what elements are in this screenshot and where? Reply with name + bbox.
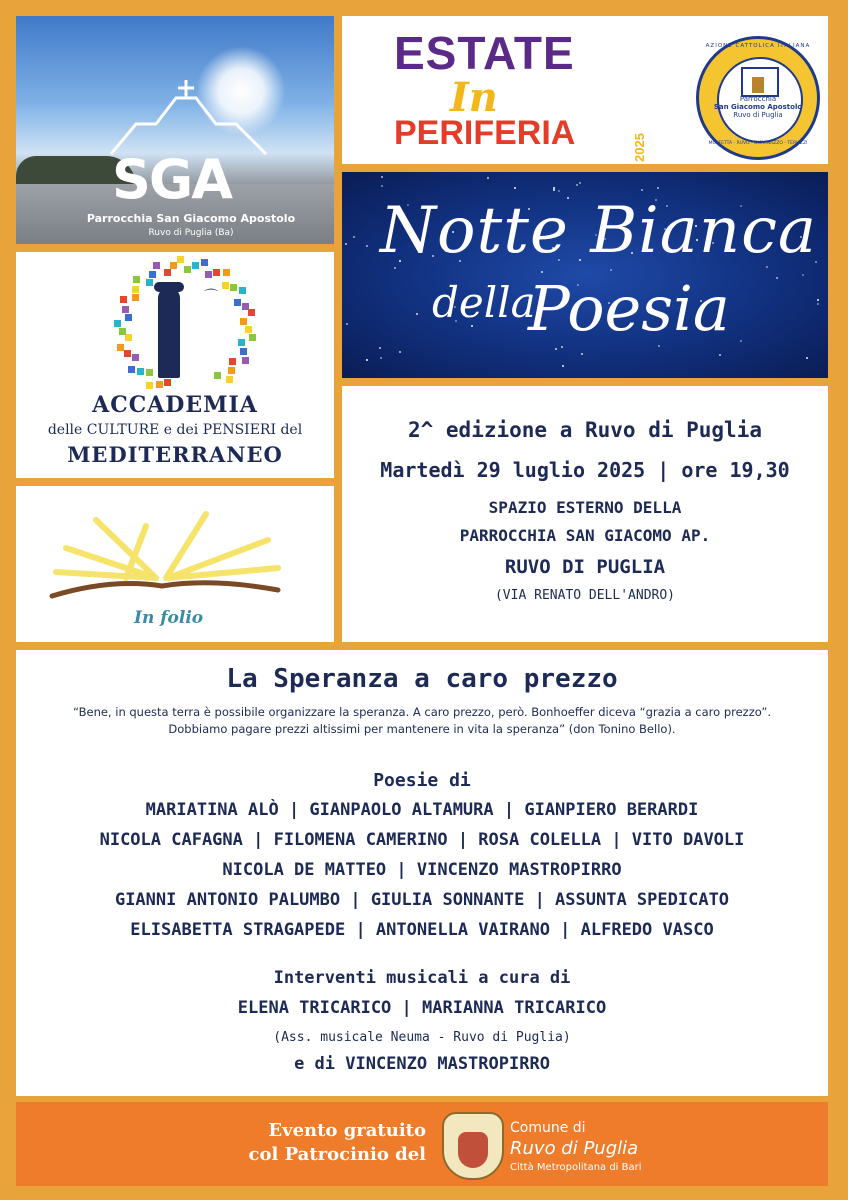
in-word: In bbox=[450, 74, 498, 121]
star bbox=[381, 176, 383, 178]
sga-parish-name: Parrocchia San Giacomo Apostolo bbox=[86, 212, 296, 225]
event-details-panel bbox=[342, 386, 828, 642]
mosaic-tile bbox=[156, 381, 163, 388]
star bbox=[658, 345, 660, 347]
aci-line1: Parrocchia bbox=[739, 95, 777, 103]
infolio-label: In folio bbox=[134, 608, 204, 628]
mosaic-tile bbox=[146, 369, 153, 376]
star bbox=[740, 340, 742, 342]
star bbox=[802, 274, 804, 276]
year-label: 2025 bbox=[632, 133, 647, 162]
comune-name: Ruvo di Puglia bbox=[510, 1138, 639, 1159]
mosaic-tile bbox=[125, 334, 132, 341]
poets-line: MARIATINA ALÒ | GIANPAOLO ALTAMURA | GIANPIERO BERARDI bbox=[145, 800, 699, 820]
mosaic-tile bbox=[114, 320, 121, 327]
mosaic-tile bbox=[153, 262, 160, 269]
star bbox=[579, 182, 581, 184]
venue-line2: PARROCCHIA SAN GIACOMO AP. bbox=[459, 526, 711, 545]
date-line: Martedì 29 luglio 2025 | ore 19,30 bbox=[380, 458, 790, 482]
mosaic-tile bbox=[146, 382, 153, 389]
mosaic-tile bbox=[229, 358, 236, 365]
footer-patronage: col Patrocinio del bbox=[248, 1144, 426, 1165]
mosaic-tile bbox=[222, 282, 229, 289]
mosaic-tile bbox=[119, 328, 126, 335]
star bbox=[381, 185, 383, 187]
star bbox=[366, 359, 368, 361]
mosaic-tile bbox=[122, 306, 129, 313]
mosaic-tile bbox=[149, 271, 156, 278]
mosaic-tile bbox=[120, 296, 127, 303]
program-title: La Speranza a caro prezzo bbox=[226, 664, 618, 694]
periferia-word: PERIFERIA bbox=[394, 114, 576, 152]
sga-parish-city: Ruvo di Puglia (Ba) bbox=[148, 228, 234, 238]
mosaic-tile bbox=[132, 286, 139, 293]
mosaic-tile bbox=[128, 366, 135, 373]
mosaic-tile bbox=[146, 279, 153, 286]
star bbox=[817, 299, 819, 301]
star bbox=[399, 351, 401, 353]
mosaic-tile bbox=[170, 262, 177, 269]
star bbox=[380, 357, 382, 359]
church-door bbox=[752, 77, 764, 93]
music-names: ELENA TRICARICO | MARIANNA TRICARICO bbox=[237, 998, 607, 1018]
mosaic-tile bbox=[125, 314, 132, 321]
mosaic-tile bbox=[214, 372, 221, 379]
banner-line2: della bbox=[432, 278, 536, 327]
notte-bianca-banner bbox=[342, 172, 828, 378]
mosaic-tile bbox=[132, 354, 139, 361]
accademia-panel bbox=[16, 252, 334, 478]
star bbox=[353, 236, 355, 238]
mosaic-tile bbox=[234, 299, 241, 306]
mosaic-tile bbox=[201, 259, 208, 266]
poets-line: GIANNI ANTONIO PALUMBO | GIULIA SONNANTE | ASSUNTA SPEDICATO bbox=[114, 890, 730, 910]
mosaic-tile bbox=[226, 376, 233, 383]
church-silhouette-icon bbox=[106, 76, 276, 156]
star bbox=[366, 245, 368, 247]
bird-icon: ⌒ bbox=[204, 289, 218, 305]
music-extra: e di VINCENZO MASTROPIRRO bbox=[294, 1054, 550, 1074]
star bbox=[719, 354, 721, 356]
mosaic-tile bbox=[240, 318, 247, 325]
mosaic-tile bbox=[133, 276, 140, 283]
music-heading: Interventi musicali a cura di bbox=[273, 968, 571, 988]
footer-free-event: Evento gratuito bbox=[268, 1120, 426, 1141]
aci-ring-bottom: MOLFETTA - RUVO - GIOVINAZZO - TERLIZZI bbox=[708, 141, 808, 146]
aci-logo bbox=[696, 36, 820, 160]
coat-of-arms-icon bbox=[442, 1112, 504, 1180]
poets-line: NICOLA CAFAGNA | FILOMENA CAMERINO | ROSA COLELLA | VITO DAVOLI bbox=[99, 830, 745, 850]
mosaic-tile bbox=[164, 379, 171, 386]
mosaic-tile bbox=[132, 294, 139, 301]
program-panel bbox=[16, 650, 828, 1096]
mosaic-tile bbox=[249, 334, 256, 341]
mosaic-tile bbox=[184, 266, 191, 273]
mosaic-tile bbox=[230, 284, 237, 291]
mosaic-tile bbox=[245, 326, 252, 333]
banner-line3: Poesia bbox=[528, 272, 730, 345]
coat-of-arms-vase bbox=[458, 1132, 488, 1168]
aci-line3: Ruvo di Puglia bbox=[733, 111, 783, 119]
edition-line: 2^ edizione a Ruvo di Puglia bbox=[407, 418, 762, 442]
star bbox=[345, 243, 347, 245]
poets-line: NICOLA DE MATTEO | VINCENZO MASTROPIRRO bbox=[222, 860, 622, 880]
mosaic-tile bbox=[223, 269, 230, 276]
star bbox=[581, 353, 583, 355]
star bbox=[641, 189, 643, 191]
banner-line1: Notte Bianca bbox=[380, 194, 818, 268]
program-quote: “Bene, in questa terra è possibile organizzare la speranza. A caro prezzo, però. Bonhoeffer diceva “grazia a caro prezzo”. Dobbiamo pagare prezzi altissimi per mantenere in vita la speranza” (don Tonino Bello). bbox=[73, 705, 771, 736]
sga-photo-panel bbox=[16, 16, 334, 244]
star bbox=[553, 187, 555, 189]
mosaic-tile bbox=[137, 368, 144, 375]
mosaic-tile bbox=[228, 367, 235, 374]
star bbox=[776, 277, 778, 279]
star bbox=[806, 357, 808, 359]
accademia-title: ACCADEMIA bbox=[92, 392, 258, 418]
star bbox=[657, 187, 659, 189]
mosaic-tile bbox=[205, 271, 212, 278]
star bbox=[514, 187, 516, 189]
star bbox=[817, 303, 819, 305]
star bbox=[576, 184, 578, 186]
mosaic-tile bbox=[124, 350, 131, 357]
star bbox=[561, 346, 563, 348]
city-line: RUVO DI PUGLIA bbox=[504, 556, 666, 578]
star bbox=[562, 365, 564, 367]
star bbox=[553, 189, 555, 191]
mosaic-tile bbox=[213, 269, 220, 276]
star bbox=[610, 269, 612, 271]
comune-label: Comune di bbox=[510, 1120, 586, 1136]
star bbox=[487, 177, 489, 179]
walking-figure bbox=[158, 288, 180, 378]
footer-bar bbox=[16, 1102, 828, 1186]
venue-line1: SPAZIO ESTERNO DELLA bbox=[488, 498, 682, 517]
sga-logo-text: SGA bbox=[112, 148, 232, 211]
mosaic-tile bbox=[239, 287, 246, 294]
star bbox=[379, 347, 381, 349]
estate-word: ESTATE bbox=[394, 27, 575, 79]
star bbox=[555, 348, 557, 350]
mosaic-tile bbox=[240, 348, 247, 355]
mosaic-tile bbox=[242, 357, 249, 364]
accademia-mediterraneo: MEDITERRANEO bbox=[67, 442, 283, 467]
star bbox=[558, 190, 560, 192]
estate-periferia-panel bbox=[342, 16, 828, 164]
infolio-panel bbox=[16, 486, 334, 642]
star bbox=[346, 323, 348, 325]
mosaic-tile bbox=[164, 269, 171, 276]
mosaic-tile bbox=[117, 344, 124, 351]
mosaic-tile bbox=[248, 309, 255, 316]
accademia-subtitle: delle CULTURE e dei PENSIERI del bbox=[47, 422, 303, 438]
comune-metro: Città Metropolitana di Bari bbox=[510, 1162, 642, 1173]
mosaic-tile bbox=[177, 256, 184, 263]
mosaic-tile bbox=[238, 339, 245, 346]
aci-ring-top: AZIONE CATTOLICA ITALIANA bbox=[705, 43, 811, 49]
poets-heading: Poesie di bbox=[373, 770, 471, 791]
poets-line: ELISABETTA STRAGAPEDE | ANTONELLA VAIRANO | ALFREDO VASCO bbox=[130, 920, 714, 940]
aci-line2: San Giacomo Apostolo bbox=[713, 103, 803, 111]
music-association: (Ass. musicale Neuma - Ruvo di Puglia) bbox=[273, 1030, 571, 1045]
mosaic-tile bbox=[192, 262, 199, 269]
star bbox=[416, 313, 418, 315]
address-line: (VIA RENATO DELL'ANDRO) bbox=[494, 588, 675, 603]
